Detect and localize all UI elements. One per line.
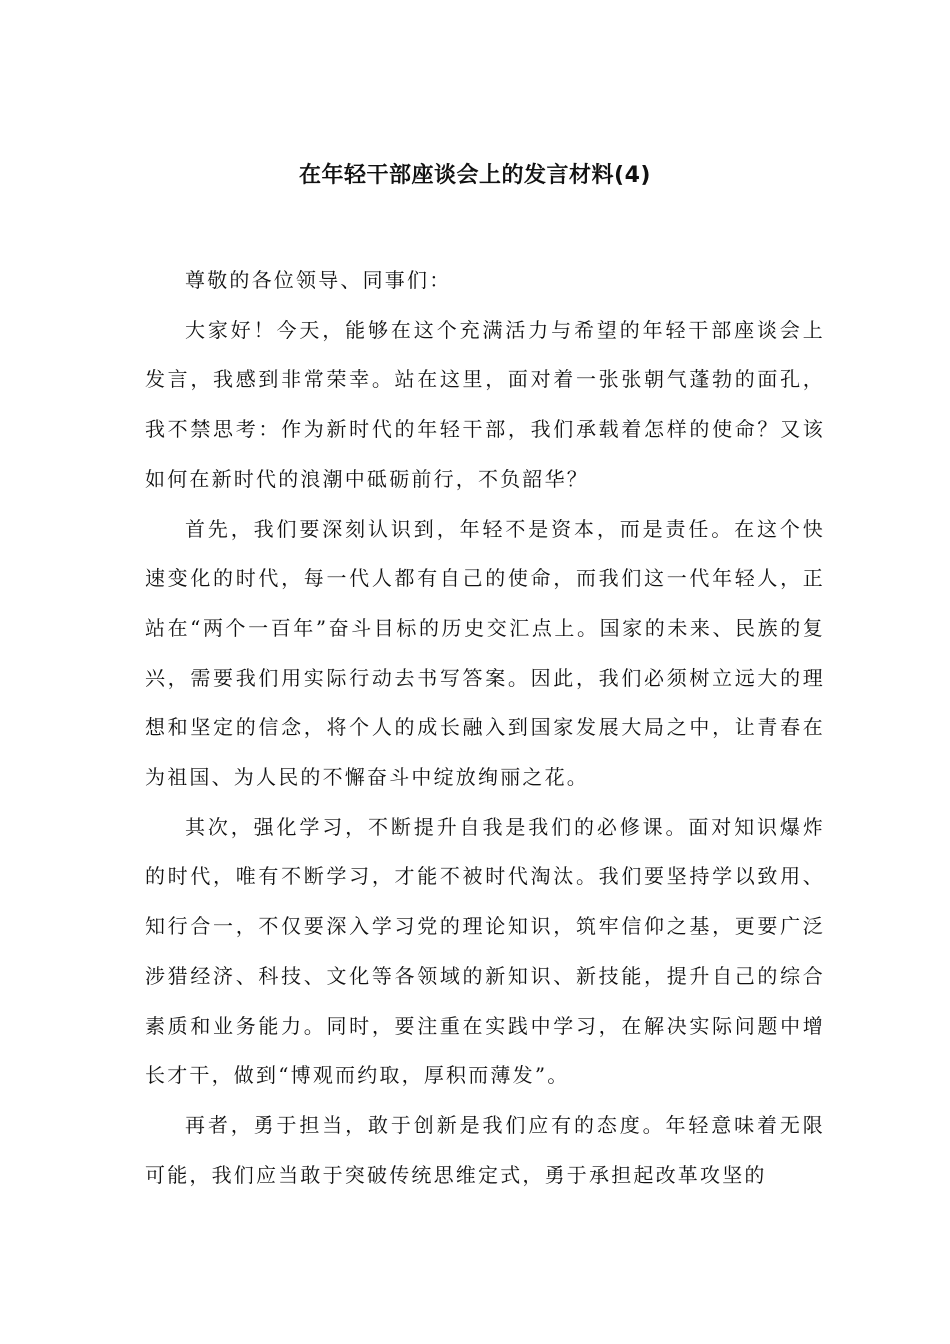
document-body	[145, 256, 825, 1200]
paragraph-greeting: 大家好！今天，能够在这个充满活力与希望的年轻干部座谈会上发言，我感到非常荣幸。站在这里，面对着一张张朝气蓬勃的面孔，我不禁思考：作为新时代的年轻干部，我们承载着怎样的使命？又该如何在新时代的浪潮中砥砺前行，不负韶华？	[145, 317, 825, 491]
paragraph-innovation: 再者，勇于担当，敢于创新是我们应有的态度。年轻意味着无限可能，我们应当敢于突破传统思维定式，勇于承担起改革攻坚的	[145, 1112, 825, 1187]
document-title: 在年轻干部座谈会上的发言材料(4)	[299, 163, 651, 188]
paragraph-responsibility: 首先，我们要深刻认识到，年轻不是资本，而是责任。在这个快速变化的时代，每一代人都有自己的使命，而我们这一代年轻人，正站在“两个一百年”奋斗目标的历史交汇点上。国家的未来、民族的复兴，需要我们用实际行动去书写答案。因此，我们必须树立远大的理想和坚定的信念，将个人的成长融入到国家发展大局之中，让青春在为祖国、为人民的不懈奋斗中绽放绚丽之花。	[145, 516, 825, 790]
salutation: 尊敬的各位领导、同事们：	[185, 268, 452, 292]
paragraph-learning: 其次，强化学习，不断提升自我是我们的必修课。面对知识爆炸的时代，唯有不断学习，才能不被时代淘汰。我们要坚持学以致用、知行合一，不仅要深入学习党的理论知识，筑牢信仰之基，更要广泛涉猎经济、科技、文化等各领域的新知识、新技能，提升自己的综合素质和业务能力。同时，要注重在实践中学习，在解决实际问题中增长才干，做到“博观而约取，厚积而薄发”。	[145, 814, 825, 1088]
